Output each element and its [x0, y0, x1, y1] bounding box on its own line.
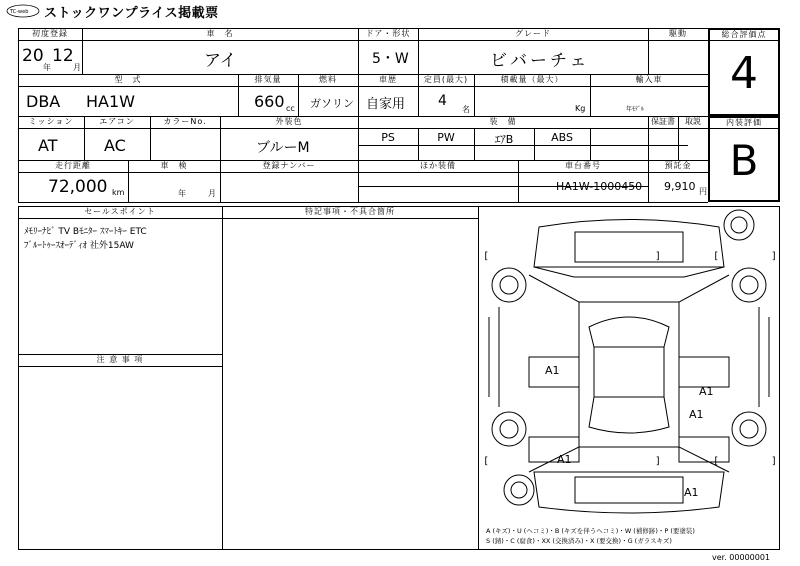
price: 9,910 [664, 180, 696, 193]
header-exterior-color: 外装色 [275, 117, 303, 126]
header-displacement: 排気量 [254, 75, 282, 84]
tc-web-logo [6, 4, 40, 18]
damage-mark-a1: A1 [699, 385, 714, 398]
equip-airbag: ｴｱB [494, 133, 514, 146]
model-prefix: DBA [26, 92, 61, 111]
header-sales-points: セールスポイント [84, 207, 156, 216]
bracket: ] [771, 251, 778, 262]
header-cautions: 注 意 事 項 [96, 355, 144, 364]
damage-mark-a1: A1 [545, 364, 560, 377]
legend-line-1: A (キズ)・U (ヘコミ)・B (キズを伴うヘコミ)・W (補修跡)・P (要塗装) [486, 527, 695, 535]
equip-pw: PW [437, 131, 455, 144]
header-fuel: 燃料 [319, 75, 337, 84]
version-label: ver. 00000001 [712, 553, 771, 562]
header-overall-score: 総合評価点 [721, 30, 767, 39]
header-chassis-no: 車台番号 [565, 161, 601, 170]
bracket: ] [655, 251, 662, 262]
car-name: アイ [204, 51, 237, 71]
exterior-color: ブルーM [256, 140, 310, 156]
damage-mark-a1: A1 [557, 453, 572, 466]
header-interior-score: 内装評価 [726, 118, 762, 127]
legend-line-2: S (錆)・C (腐食)・XX (交換済み)・X (要交換)・G (ガラスキズ) [486, 537, 672, 545]
car-damage-diagram [479, 207, 779, 549]
header-notes: 特記事項・不具合箇所 [305, 207, 395, 216]
header-model: 型 式 [114, 75, 142, 84]
equip-ps: PS [381, 131, 395, 144]
capacity-unit: 名 [462, 105, 470, 114]
load-unit: Kg [575, 104, 586, 113]
header-max-load: 積載量（最大） [500, 75, 564, 84]
header-reg-number: 登録ナンバー [262, 161, 316, 170]
interior-score: B [729, 136, 759, 185]
displacement: 660 [254, 92, 285, 111]
header-car-name: 車 名 [206, 29, 234, 38]
damage-mark-a1: A1 [684, 486, 699, 499]
aircon: AC [104, 136, 126, 155]
first-reg-year: 20 [22, 46, 44, 66]
header-color-no: カラーNo. [163, 117, 207, 126]
displacement-unit: cc [286, 104, 295, 113]
inspection-month-unit: 月 [208, 189, 216, 198]
bracket: ] [771, 456, 778, 467]
header-door-form: ドア・形状 [365, 29, 411, 38]
header-transmission: ミッション [28, 117, 74, 126]
header-price: 預託金 [664, 161, 692, 170]
header-aircon: エアコン [99, 117, 135, 126]
transmission: AT [38, 136, 58, 155]
document-title: ストックワンプライス掲載票 [44, 6, 219, 21]
header-import: 輸入車 [635, 75, 663, 84]
header-drive: 駆動 [669, 29, 687, 38]
import-note: 年ﾓﾃﾞﾙ [626, 106, 645, 113]
equip-abs: ABS [551, 131, 573, 144]
fuel: ガソリン [310, 97, 354, 110]
bracket: [ [483, 251, 490, 262]
bracket: [ [483, 456, 490, 467]
model: HA1W [86, 92, 135, 111]
header-mileage: 走行距離 [55, 161, 91, 170]
bracket: ] [655, 456, 662, 467]
inspection-year-unit: 年 [178, 189, 186, 198]
header-grade: グレード [515, 29, 551, 38]
damage-mark-a1: A1 [689, 408, 704, 421]
header-manual: 取説 [685, 117, 701, 126]
mileage: 72,000 [48, 177, 108, 197]
overall-score: 4 [730, 48, 758, 99]
chassis-no: HA1W-1000450 [556, 180, 643, 193]
first-reg-month-unit: 月 [73, 63, 81, 72]
header-warranty: 保証書 [651, 117, 675, 126]
header-other-equipment: ほか装備 [420, 161, 456, 170]
header-capacity: 定員(最大) [423, 75, 469, 84]
sales-point-line-1: ﾒﾓﾘｰﾅﾋﾞ TV Bﾓﾆﾀｰ ｽﾏｰﾄｷｰ ETC [24, 227, 147, 237]
first-reg-month: 12 [52, 46, 74, 66]
usage: 自家用 [366, 97, 406, 112]
door-form: 5・W [372, 51, 409, 67]
capacity: 4 [438, 93, 447, 109]
mileage-unit: km [112, 188, 125, 197]
price-unit: 円 [699, 187, 707, 196]
header-equipment: 装 備 [489, 117, 517, 126]
svg-text:TC-web: TC-web [10, 9, 29, 15]
grade: ビバーチェ [490, 51, 590, 71]
bracket: [ [713, 251, 720, 262]
header-usage: 車歴 [379, 75, 397, 84]
first-reg-year-unit: 年 [43, 63, 51, 72]
header-first-reg: 初度登録 [32, 29, 68, 38]
sales-point-line-2: ﾌﾞﾙｰﾄｩｰｽｵｰﾃﾞｨｵ 社外15AW [24, 241, 134, 251]
bracket: [ [713, 456, 720, 467]
header-inspection: 車 検 [160, 161, 188, 170]
